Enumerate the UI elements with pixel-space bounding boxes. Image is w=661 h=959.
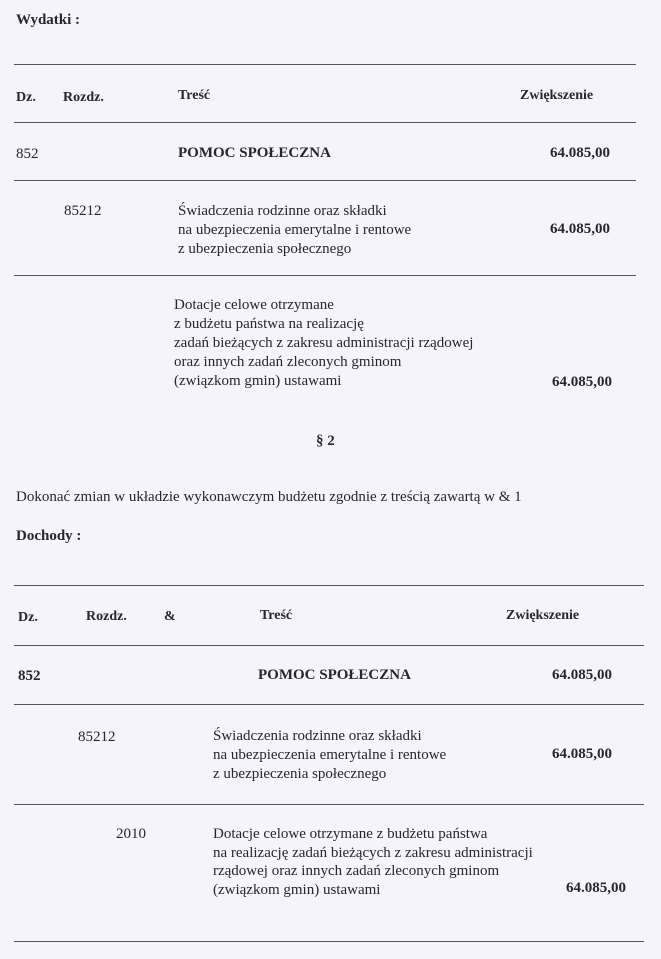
col-header-dz: Dz. (18, 610, 38, 625)
col-header-dz: Dz. (16, 90, 36, 105)
cell-tresc: POMOC SPOŁECZNA (178, 145, 331, 161)
col-header-rozdz: Rozdz. (86, 609, 127, 624)
table-rule (14, 64, 636, 65)
table-rule (14, 275, 636, 276)
cell-rozdz: 85212 (64, 203, 102, 219)
expenses-heading: Wydatki : (16, 12, 81, 28)
table-rule (14, 645, 644, 646)
table-rule (14, 180, 636, 181)
cell-par: 2010 (116, 826, 146, 842)
cell-dz: 852 (16, 146, 39, 162)
cell-amount: 64.085,00 (552, 746, 612, 762)
col-header-tresc: Treść (178, 88, 211, 103)
col-header-tresc: Treść (260, 608, 293, 623)
cell-amount: 64.085,00 (552, 374, 612, 390)
table-rule (14, 804, 644, 805)
cell-tresc: Dotacje celowe otrzymane z budżetu państwa na realizację zadań bieżących z zakresu administracji rządowej oraz innych zadań zleconych gminom (związkom gmin) ustawami (174, 297, 474, 389)
table-rule (14, 704, 644, 705)
table-rule (14, 585, 644, 586)
cell-amount: 64.085,00 (552, 667, 612, 683)
instruction-text: Dokonać zmian w układzie wykonawczym budżetu zgodnie z treścią zawartą w & 1 (16, 489, 522, 505)
col-header-rozdz: Rozdz. (63, 90, 104, 105)
table-rule (14, 122, 636, 123)
cell-rozdz: 85212 (78, 729, 116, 745)
cell-amount: 64.085,00 (566, 880, 626, 896)
income-heading: Dochody : (16, 528, 82, 544)
cell-tresc: Świadczenia rodzinne oraz składki na ubezpieczenia emerytalne i rentowe z ubezpieczenia społecznego (213, 728, 447, 782)
table-rule (14, 941, 644, 942)
cell-dz: 852 (18, 668, 41, 684)
cell-amount: 64.085,00 (550, 221, 610, 237)
cell-tresc: Świadczenia rodzinne oraz składki na ubezpieczenia emerytalne i rentowe z ubezpieczenia społecznego (178, 203, 412, 257)
cell-tresc: POMOC SPOŁECZNA (258, 667, 411, 683)
cell-tresc: Dotacje celowe otrzymane z budżetu państwa na realizację zadań bieżących z zakresu administracji rządowej oraz innych zadań zleconych gminom (związkom gmin) ustawami (213, 826, 533, 898)
col-header-zwiekszenie: Zwiększenie (506, 608, 580, 623)
cell-amount: 64.085,00 (550, 145, 610, 161)
col-header-par: & (164, 609, 176, 624)
section-mark: § 2 (316, 433, 335, 449)
col-header-zwiekszenie: Zwiększenie (520, 88, 594, 103)
